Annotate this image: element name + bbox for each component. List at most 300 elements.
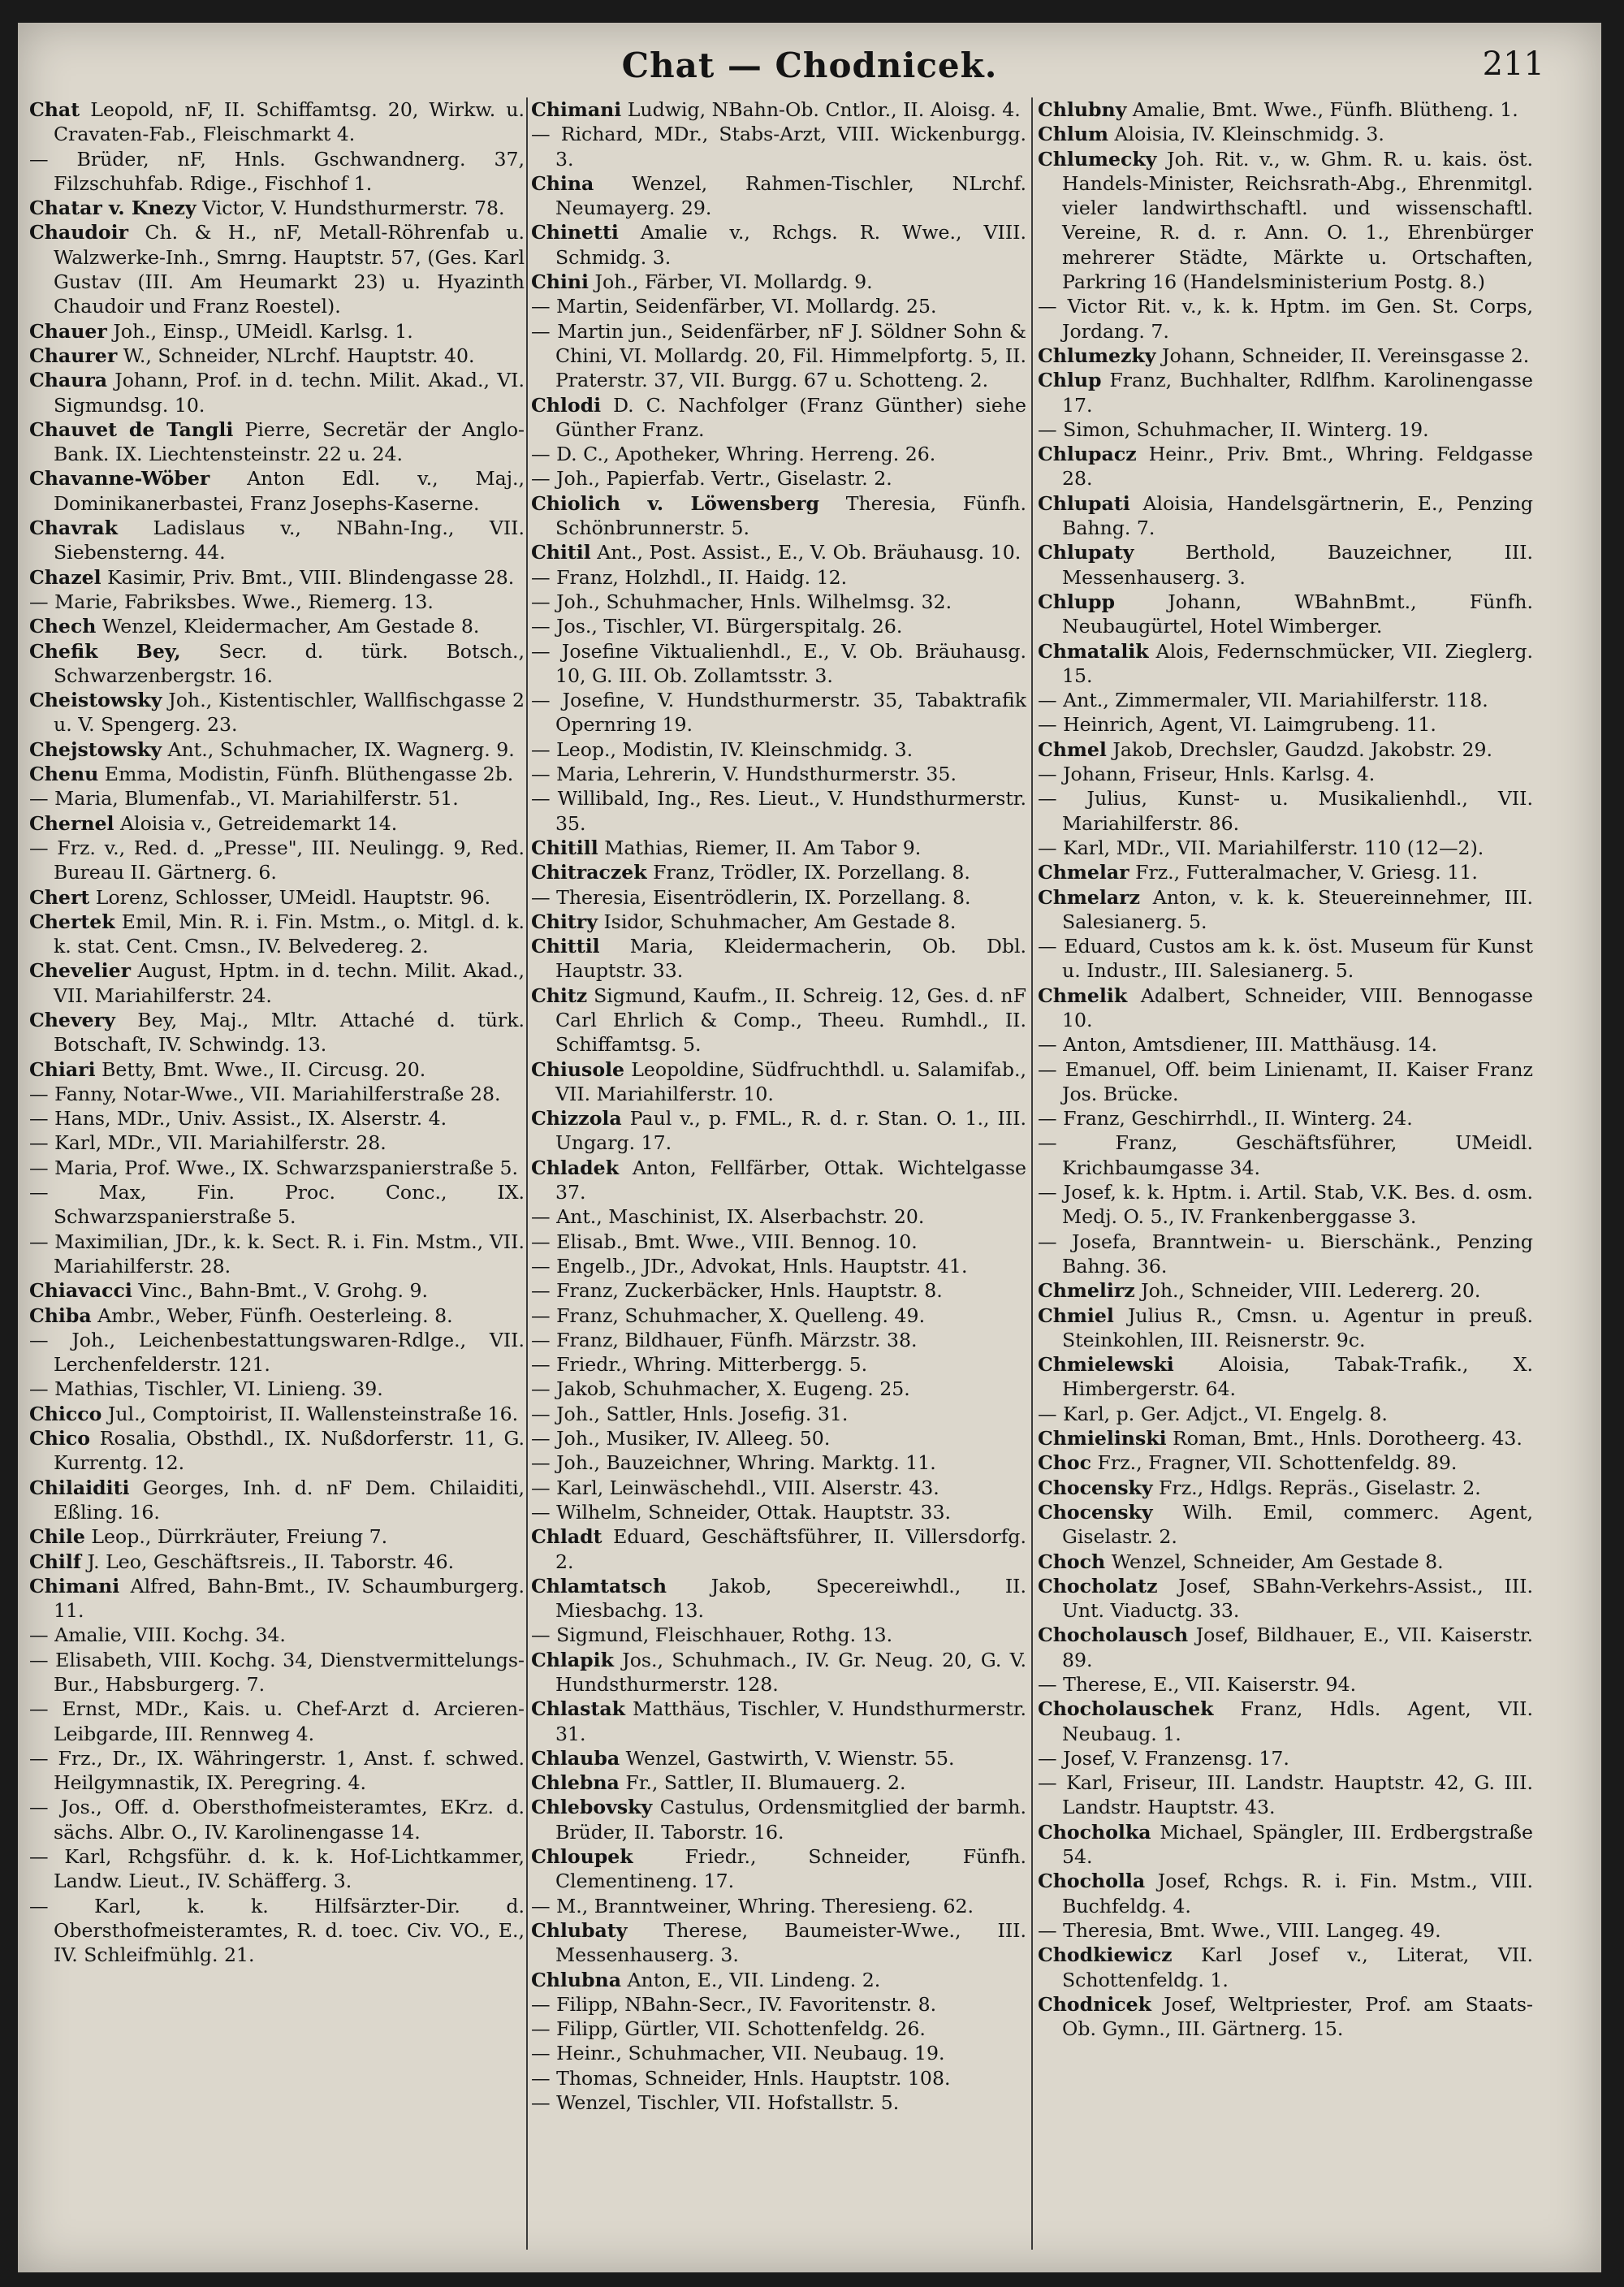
directory-entry <box>29 565 525 590</box>
entry-details: Ladislaus v., NBahn-Ing., VII. Siebensterng. 44. <box>54 517 525 564</box>
directory-entry <box>29 1795 525 1844</box>
entry-surname: Chicco <box>29 1402 102 1425</box>
directory-entry <box>29 1746 525 1796</box>
entry-details: Joh., Färber, VI. Mollardg. 9. <box>594 270 873 294</box>
entry-details: Johann, WBahnBmt., Fünfh. Neubaugürtel, Hotel Wimberger. <box>1062 590 1533 638</box>
directory-entry <box>29 737 525 762</box>
entry-details: Emma, Modistin, Fünfh. Blüthengasse 2b. <box>104 763 514 786</box>
entry-surname: Chocholla <box>1038 1870 1146 1893</box>
directory-entry <box>1038 1574 1533 1623</box>
entry-surname: Chiusole <box>531 1057 625 1081</box>
directory-entry <box>1038 934 1533 984</box>
entry-details: — Friedr., Whring. Mitterbergg. 5. <box>531 1353 868 1377</box>
directory-entry <box>1038 1426 1533 1450</box>
directory-entry <box>1038 294 1533 344</box>
directory-entry <box>29 1574 525 1623</box>
directory-entry <box>531 1770 1026 1795</box>
entry-details: — Ant., Maschinist, IX. Alserbachstr. 20. <box>531 1205 925 1229</box>
entry-details: — Johann, Friseur, Hnls. Karlsg. 4. <box>1038 763 1376 786</box>
entry-details: — Heinrich, Agent, VI. Laimgrubeng. 11. <box>1038 713 1436 737</box>
directory-entry <box>1038 1623 1533 1672</box>
directory-entry <box>1038 1697 1533 1746</box>
entry-surname: Chitz <box>531 984 588 1007</box>
entry-surname: Chert <box>29 885 90 909</box>
entry-details: — Simon, Schuhmacher, II. Winterg. 19. <box>1038 417 1429 441</box>
directory-page <box>18 23 1601 2272</box>
directory-entry <box>531 220 1026 270</box>
entry-details: — Mathias, Tischler, VI. Linieng. 39. <box>29 1377 383 1401</box>
entry-surname: Chatar v. Knezy <box>29 197 197 220</box>
entry-surname: Chejstowsky <box>29 737 162 761</box>
entry-details: — Filipp, NBahn-Secr., IV. Favoritenstr. 8. <box>531 1992 937 2016</box>
entry-details: — Therese, E., VII. Kaiserstr. 94. <box>1038 1673 1357 1696</box>
entry-details: — Josef, V. Franzensg. 17. <box>1038 1746 1289 1770</box>
directory-entry <box>531 1746 1026 1770</box>
entry-details: Frz., Fragner, VII. Schottenfeldg. 89. <box>1097 1451 1458 1475</box>
entry-surname: Chlupacz <box>1038 443 1137 466</box>
directory-entry <box>531 1426 1026 1450</box>
entry-details: Ch. & H., nF, Metall-Röhrenfab u. Walzwerke-Inh., Smrng. Hauptstr. 57, (Ges. Karl Gustav (III. Am Heumarkt 23) u. Hyazinth Chaudoir und Franz Roestel). <box>54 221 525 318</box>
directory-entry <box>531 565 1026 590</box>
entry-details: Aloisia, IV. Kleinschmidg. 3. <box>1114 123 1384 146</box>
directory-entry <box>29 368 525 417</box>
directory-entry <box>1038 1869 1533 1918</box>
directory-entry <box>29 1131 525 1155</box>
directory-entry <box>29 1082 525 1106</box>
directory-entry <box>29 1106 525 1131</box>
entry-details: Isidor, Schuhmacher, Am Gestade 8. <box>603 910 957 933</box>
directory-entry <box>29 1057 525 1082</box>
directory-entry <box>531 1278 1026 1303</box>
entry-details: — Maria, Prof. Wwe., IX. Schwarzspanierstraße 5. <box>29 1156 518 1179</box>
directory-entry <box>1038 1032 1533 1057</box>
directory-entry <box>29 590 525 614</box>
entry-details: Victor, V. Hundsthurmerstr. 78. <box>202 197 505 220</box>
entry-details: — Marie, Fabriksbes. Wwe., Riemerg. 13. <box>29 590 434 613</box>
entry-surname: Chmatalik <box>1038 639 1149 663</box>
column-divider <box>1031 97 1033 2250</box>
page-number: 211 <box>1482 45 1544 83</box>
directory-entry <box>29 220 525 318</box>
directory-entry <box>531 1968 1026 1992</box>
entry-surname: Chavanne-Wöber <box>29 467 210 491</box>
directory-entry <box>29 344 525 368</box>
entry-surname: Chlebna <box>531 1771 620 1795</box>
entry-details: Franz, Hdls. Agent, VII. Neubaug. 1. <box>1062 1697 1533 1745</box>
directory-entry <box>531 2017 1026 2041</box>
entry-details: — Theresia, Bmt. Wwe., VIII. Langeg. 49. <box>1038 1918 1441 1942</box>
entry-surname: Chlupaty <box>1038 541 1134 564</box>
directory-entry <box>29 614 525 638</box>
entry-surname: Chocensky <box>1038 1500 1153 1524</box>
entry-surname: Chlapik <box>531 1648 614 1671</box>
column-3 <box>1038 97 1533 2258</box>
directory-entry <box>29 1278 525 1303</box>
directory-entry <box>531 2090 1026 2115</box>
entry-surname: Chmielewski <box>1038 1353 1174 1377</box>
entry-surname: Chmelirz <box>1038 1279 1135 1303</box>
entry-surname: Chmel <box>1038 737 1107 761</box>
entry-details: — Fanny, Notar-Wwe., VII. Mariahilferstraße 28. <box>29 1082 501 1105</box>
entry-details: — Leop., Modistin, IV. Kleinschmidg. 3. <box>531 737 914 761</box>
entry-details: Anton, Fellfärber, Ottak. Wichtelgasse 37. <box>555 1156 1026 1204</box>
entry-surname: Chocensky <box>1038 1476 1153 1499</box>
entry-details: — Jos., Tischler, VI. Bürgerspitalg. 26. <box>531 615 903 638</box>
directory-entry <box>29 1156 525 1180</box>
entry-details: — Joh., Musiker, IV. Alleeg. 50. <box>531 1427 831 1450</box>
entry-surname: Chmiel <box>1038 1303 1114 1327</box>
entry-surname: Chlebovsky <box>531 1796 653 1819</box>
entry-details: — Emanuel, Off. beim Linienamt, II. Kaiser Franz Jos. Brücke. <box>1038 1057 1533 1105</box>
directory-entry <box>1038 1402 1533 1426</box>
directory-entry <box>1038 97 1533 122</box>
entry-details: — Karl, MDr., VII. Mariahilferstr. 28. <box>29 1131 387 1155</box>
running-title: Chat — Chodnicek. <box>621 45 998 85</box>
entry-surname: Chat <box>29 98 80 121</box>
directory-entry <box>29 1402 525 1426</box>
directory-entry <box>1038 1180 1533 1230</box>
entry-details: Joh., Kistentischler, Wallfischgasse 2 u. V. Spengerg. 23. <box>54 689 525 737</box>
entry-surname: Chevelier <box>29 959 132 983</box>
entry-surname: Chaurer <box>29 344 118 367</box>
entry-surname: Chocholausch <box>1038 1623 1189 1647</box>
entry-details: — Franz, Bildhauer, Fünfh. Märzstr. 38. <box>531 1328 918 1351</box>
entry-details: — Maria, Lehrerin, V. Hundsthurmerstr. 35. <box>531 763 957 786</box>
entry-details: J. Leo, Geschäftsreis., II. Taborstr. 46. <box>87 1550 455 1573</box>
directory-entry <box>1038 1918 1533 1943</box>
entry-surname: Chittil <box>531 935 600 958</box>
entry-surname: Chile <box>29 1525 85 1549</box>
directory-entry <box>531 860 1026 884</box>
entry-surname: Chodnicek <box>1038 1992 1152 2016</box>
entry-details: — Joh., Bauzeichner, Whring. Marktg. 11. <box>531 1451 936 1475</box>
entry-details: Jakob, Drechsler, Gaudzd. Jakobstr. 29. <box>1112 737 1493 761</box>
entry-details: Anton Edl. v., Maj., Dominikanerbastei, Franz Josephs-Kaserne. <box>54 467 525 515</box>
directory-entry <box>29 1697 525 1746</box>
entry-details: — Joh., Sattler, Hnls. Josefig. 31. <box>531 1402 849 1425</box>
entry-details: — D. C., Apotheker, Whring. Herreng. 26. <box>531 443 936 466</box>
directory-entry <box>1038 688 1533 712</box>
entry-surname: Chocholka <box>1038 1820 1151 1844</box>
directory-entry <box>531 1574 1026 1623</box>
entry-surname: Chitil <box>531 541 591 564</box>
directory-entry <box>531 1500 1026 1524</box>
directory-entry <box>1038 344 1533 368</box>
directory-entry <box>1038 712 1533 737</box>
directory-entry <box>29 762 525 786</box>
entry-details: — Jakob, Schuhmacher, X. Eugeng. 25. <box>531 1377 910 1401</box>
entry-details: — Karl, Rchgsführ. d. k. k. Hof-Lichtkammer, Landw. Lieut., IV. Schäfferg. 3. <box>29 1845 525 1893</box>
entry-surname: Chilf <box>29 1550 82 1573</box>
directory-entry <box>531 836 1026 860</box>
entry-details: — Josefine, V. Hundsthurmerstr. 35, Tabaktrafik Opernring 19. <box>531 689 1026 737</box>
entry-details: — Maria, Blumenfab., VI. Mariahilferstr. 51. <box>29 787 459 811</box>
entry-details: — Josef, k. k. Hptm. i. Artil. Stab, V.K. Bes. d. osm. Medj. O. 5., IV. Frankenberggasse 3. <box>1038 1181 1533 1229</box>
directory-entry <box>29 147 525 197</box>
entry-details: Georges, Inh. d. nF Dem. Chilaiditi, Eßling. 16. <box>54 1476 525 1524</box>
directory-entry <box>1038 836 1533 860</box>
entry-surname: Chinetti <box>531 221 619 244</box>
directory-entry <box>29 1648 525 1697</box>
entry-details: — Frz., Dr., IX. Währingerstr. 1, Anst. f. schwed. Heilgymnastik, IX. Peregring. 4. <box>29 1746 525 1795</box>
entry-details: — Victor Rit. v., k. k. Hptm. im Gen. St. Corps, Jordang. 7. <box>1038 295 1533 343</box>
directory-entry <box>1038 1820 1533 1870</box>
entry-surname: Chiari <box>29 1057 96 1081</box>
directory-entry <box>531 294 1026 318</box>
directory-entry <box>29 1844 525 1894</box>
directory-entry <box>1038 1057 1533 1107</box>
entry-details: Karl Josef v., Literat, VII. Schottenfeldg. 1. <box>1062 1943 1533 1991</box>
entry-details: Josef, Rchgs. R. i. Fin. Mstm., VIII. Buchfeldg. 4. <box>1062 1870 1533 1917</box>
entry-details: — Julius, Kunst- u. Musikalienhdl., VII. Mariahilferstr. 86. <box>1038 787 1533 835</box>
entry-details: — Josefa, Branntwein- u. Bierschänk., Penzing Bahng. 36. <box>1038 1230 1533 1278</box>
directory-entry <box>29 688 525 737</box>
directory-entry <box>1038 491 1533 541</box>
entry-details: — Martin jun., Seidenfärber, nF J. Söldner Sohn & Chini, VI. Mollardg. 20, Fil. Himmelpfortg. 5, II. Praterstr. 37, VII. Burgg. 67 u. Schotteng. 2. <box>531 319 1026 392</box>
directory-entry <box>29 196 525 220</box>
entry-details: Berthold, Bauzeichner, III. Messenhauserg. 3. <box>1062 541 1533 589</box>
entry-surname: Chlum <box>1038 123 1109 146</box>
entry-details: Joh., Einsp., UMeidl. Karlsg. 1. <box>113 319 413 343</box>
column-1 <box>29 97 525 2258</box>
entry-surname: Chenu <box>29 763 99 786</box>
entry-details: Anton, v. k. k. Steuereinnehmer, III. Salesianerg. 5. <box>1062 885 1533 933</box>
entry-details: — Ernst, MDr., Kais. u. Chef-Arzt d. Arcieren-Leibgarde, III. Rennweg 4. <box>29 1697 525 1745</box>
entry-details: Jakob, Specereiwhdl., II. Miesbachg. 13. <box>555 1574 1026 1623</box>
entry-details: — Wilhelm, Schneider, Ottak. Hauptstr. 33. <box>531 1500 952 1524</box>
entry-details: Emil, Min. R. i. Fin. Mstm., o. Mitgl. d. k. k. stat. Cent. Cmsn., IV. Belvedereg. 2. <box>54 910 525 958</box>
entry-details: Theresia, Fünfh. Schönbrunnerstr. 5. <box>555 491 1026 540</box>
entry-details: — Eduard, Custos am k. k. öst. Museum für Kunst u. Industr., III. Salesianerg. 5. <box>1038 935 1533 983</box>
entry-details: Josef, Weltpriester, Prof. am Staats-Ob. Gymn., III. Gärtnerg. 15. <box>1062 1992 1533 2041</box>
entry-details: — Frz. v., Red. d. „Presse", III. Neulingg. 9, Red. Bureau II. Gärtnerg. 6. <box>29 836 525 884</box>
entry-details: Aloisia v., Getreidemarkt 14. <box>120 811 398 835</box>
entry-details: — Anton, Amtsdiener, III. Matthäusg. 14. <box>1038 1033 1438 1057</box>
directory-entry <box>531 1254 1026 1278</box>
directory-entry <box>531 786 1026 836</box>
entry-details: — Theresia, Eisentrödlerin, IX. Porzellang. 8. <box>531 885 971 909</box>
directory-entry <box>531 1992 1026 2017</box>
entry-surname: Chmelik <box>1038 984 1128 1007</box>
entry-surname: Chlauba <box>531 1746 620 1770</box>
directory-entry <box>29 319 525 344</box>
entry-surname: Chlumezky <box>1038 344 1156 367</box>
entry-details: — Thomas, Schneider, Hnls. Hauptstr. 108. <box>531 2066 951 2090</box>
directory-entry <box>531 466 1026 491</box>
entry-details: — Martin, Seidenfärber, VI. Mollardg. 25. <box>531 295 937 318</box>
directory-entry <box>531 885 1026 910</box>
directory-entry <box>1038 639 1533 689</box>
directory-entry <box>29 1328 525 1377</box>
entry-surname: Chmelarz <box>1038 885 1140 909</box>
entry-details: — Joh., Schuhmacher, Hnls. Wilhelmsg. 32. <box>531 590 952 613</box>
directory-entry <box>1038 122 1533 146</box>
entry-details: — Willibald, Ing., Res. Lieut., V. Hundsthurmerstr. 35. <box>531 787 1026 835</box>
entry-surname: Chauvet de Tangli <box>29 417 234 441</box>
entry-details: Wenzel, Schneider, Am Gestade 8. <box>1111 1550 1444 1573</box>
entry-details: Maria, Kleidermacherin, Ob. Dbl. Hauptstr. 33. <box>555 935 1026 983</box>
directory-entry <box>1038 1303 1533 1353</box>
directory-entry <box>531 984 1026 1057</box>
entry-surname: Chiavacci <box>29 1279 132 1303</box>
entry-details: Anton, E., VII. Lindeng. 2. <box>627 1968 881 1991</box>
entry-surname: Cheistowsky <box>29 689 162 712</box>
entry-surname: Chiolich v. Löwensberg <box>531 491 820 515</box>
entry-surname: Chilaiditi <box>29 1476 130 1499</box>
entry-details: Adalbert, Schneider, VIII. Bennogasse 10. <box>1062 984 1533 1031</box>
entry-surname: Chodkiewicz <box>1038 1943 1173 1967</box>
directory-entry <box>531 1894 1026 1918</box>
entry-surname: Chico <box>29 1427 90 1450</box>
directory-entry <box>531 737 1026 762</box>
entry-details: — Karl, p. Ger. Adjct., VI. Engelg. 8. <box>1038 1402 1388 1425</box>
entry-surname: Chlupp <box>1038 590 1116 613</box>
directory-entry <box>29 417 525 467</box>
entry-details: Ludwig, NBahn-Ob. Cntlor., II. Aloisg. 4. <box>627 98 1021 121</box>
directory-entry <box>531 1918 1026 1968</box>
directory-entry <box>531 1476 1026 1500</box>
entry-details: Bey, Maj., Mltr. Attaché d. türk. Botschaft, IV. Schwindg. 13. <box>54 1008 525 1057</box>
entry-surname: Chlubna <box>531 1968 621 1991</box>
directory-entry <box>531 122 1026 171</box>
entry-details: — Franz, Geschirrhdl., II. Winterg. 24. <box>1038 1107 1413 1131</box>
entry-details: — Hans, MDr., Univ. Assist., IX. Alserstr. 4. <box>29 1107 447 1131</box>
column-divider <box>526 97 528 2250</box>
entry-details: Julius R., Cmsn. u. Agentur in preuß. Steinkohlen, III. Reisnerstr. 9c. <box>1062 1303 1533 1351</box>
directory-entry <box>531 171 1026 221</box>
directory-entry <box>531 1328 1026 1352</box>
directory-entry <box>1038 1476 1533 1500</box>
entry-surname: Chitill <box>531 836 598 859</box>
directory-entry <box>531 1697 1026 1746</box>
directory-entry <box>531 1156 1026 1205</box>
entry-details: Aloisia, Handelsgärtnerin, E., Penzing Bahng. 7. <box>1062 491 1533 540</box>
entry-surname: Chertek <box>29 910 115 933</box>
entry-details: Wenzel, Kleidermacher, Am Gestade 8. <box>102 615 480 638</box>
entry-details: Johann, Schneider, II. Vereinsgasse 2. <box>1161 344 1530 367</box>
entry-details: Secr. d. türk. Botsch., Schwarzenbergstr. 16. <box>54 639 525 687</box>
directory-entry <box>29 1377 525 1401</box>
entry-surname: Chlubaty <box>531 1918 628 1942</box>
directory-entry <box>531 1106 1026 1156</box>
directory-entry <box>1038 1746 1533 1770</box>
entry-surname: Chimani <box>531 98 622 121</box>
directory-entry <box>29 466 525 516</box>
entry-details: — Richard, MDr., Stabs-Arzt, VIII. Wickenburgg. 3. <box>531 123 1026 171</box>
directory-entry <box>531 393 1026 443</box>
entry-details: — Jos., Off. d. Obersthofmeisteramtes, EKrz. d. sächs. Albr. O., IV. Karolinengasse 14. <box>29 1796 525 1844</box>
directory-entry <box>531 614 1026 638</box>
directory-entry <box>531 1204 1026 1229</box>
entry-surname: Chladt <box>531 1525 603 1549</box>
directory-entry <box>29 1894 525 1968</box>
directory-entry <box>1038 147 1533 295</box>
directory-entry <box>1038 1500 1533 1550</box>
directory-entry <box>531 1524 1026 1574</box>
directory-entry <box>531 762 1026 786</box>
column-2 <box>531 97 1026 2258</box>
directory-entry <box>531 2041 1026 2065</box>
entry-surname: Chlastak <box>531 1697 625 1721</box>
entry-details: Alois, Federnschmücker, VII. Zieglerg. 15. <box>1062 639 1533 687</box>
directory-entry <box>1038 984 1533 1033</box>
directory-entry <box>29 1008 525 1057</box>
entry-details: Jul., Comptoirist, II. Wallensteinstraße 16. <box>107 1402 519 1425</box>
entry-details: Pierre, Secretär der Anglo-Bank. IX. Liechtensteinstr. 22 u. 24. <box>54 417 525 466</box>
directory-entry <box>1038 786 1533 836</box>
entry-details: — Wenzel, Tischler, VII. Hofstallstr. 5. <box>531 2091 900 2115</box>
entry-surname: Chitry <box>531 910 598 933</box>
directory-entry <box>1038 442 1533 491</box>
directory-entry <box>29 786 525 811</box>
directory-entry <box>531 1844 1026 1894</box>
entry-surname: Chernel <box>29 811 114 835</box>
entry-details: Castulus, Ordensmitglied der barmh. Brüder, II. Taborstr. 16. <box>555 1796 1026 1844</box>
entry-details: Joh., Schneider, VIII. Ledererg. 20. <box>1141 1279 1481 1303</box>
entry-details: Leopold, nF, II. Schiffamtsg. 20, Wirkw. u. Cravaten-Fab., Fleischmarkt 4. <box>54 98 525 146</box>
entry-details: Vinc., Bahn-Bmt., V. Grohg. 9. <box>138 1279 428 1303</box>
directory-entry <box>1038 1352 1533 1402</box>
directory-entry <box>531 1795 1026 1844</box>
directory-entry <box>1038 1450 1533 1475</box>
entry-details: Wilh. Emil, commerc. Agent, Giselastr. 2. <box>1062 1500 1533 1549</box>
directory-entry <box>531 1648 1026 1697</box>
directory-entry <box>29 1303 525 1328</box>
directory-entry <box>531 2066 1026 2090</box>
directory-entry <box>531 442 1026 466</box>
entry-surname: Choc <box>1038 1451 1092 1475</box>
entry-details: — Franz, Holzhdl., II. Haidg. 12. <box>531 565 848 589</box>
directory-entry <box>531 1303 1026 1328</box>
entry-surname: Chmelar <box>1038 861 1129 884</box>
directory-entry <box>1038 885 1533 935</box>
entry-details: — Sigmund, Fleischhauer, Rothg. 13. <box>531 1623 893 1647</box>
entry-details: August, Hptm. in d. techn. Milit. Akad., VII. Mariahilferstr. 24. <box>54 959 525 1007</box>
directory-entry <box>29 97 525 147</box>
entry-details: Johann, Prof. in d. techn. Milit. Akad., VI. Sigmundsg. 10. <box>54 369 525 417</box>
entry-details: Mathias, Riemer, II. Am Tabor 9. <box>604 836 922 859</box>
entry-details: Josef, SBahn-Verkehrs-Assist., III. Unt. Viaductg. 33. <box>1062 1574 1533 1623</box>
directory-entry <box>1038 590 1533 639</box>
directory-entry <box>29 1230 525 1279</box>
entry-details: Paul v., p. FML., R. d. r. Stan. O. 1., III. Ungarg. 17. <box>555 1107 1026 1155</box>
directory-entry <box>531 319 1026 393</box>
entry-details: Michael, Spängler, III. Erdbergstraße 54. <box>1062 1820 1533 1869</box>
page-header <box>18 45 1601 94</box>
directory-entry <box>531 910 1026 934</box>
directory-entry <box>531 688 1026 737</box>
entry-details: Lorenz, Schlosser, UMeidl. Hauptstr. 96. <box>95 885 491 909</box>
entry-surname: Chizzola <box>531 1107 622 1131</box>
entry-surname: Chlupati <box>1038 491 1130 515</box>
entry-surname: Chiba <box>29 1303 92 1327</box>
directory-entry <box>29 639 525 689</box>
directory-entry <box>1038 737 1533 762</box>
entry-details: Wenzel, Gastwirth, V. Wienstr. 55. <box>625 1746 955 1770</box>
entry-surname: Chocholatz <box>1038 1574 1158 1597</box>
entry-details: Franz, Trödler, IX. Porzellang. 8. <box>653 861 970 884</box>
entry-details: — Elisab., Bmt. Wwe., VIII. Bennog. 10. <box>531 1230 918 1253</box>
entry-details: Amalie v., Rchgs. R. Wwe., VIII. Schmidg. 3. <box>555 221 1026 269</box>
directory-entry <box>29 1180 525 1230</box>
directory-entry <box>29 811 525 836</box>
entry-details: — M., Branntweiner, Whring. Theresieng. 62. <box>531 1894 974 1917</box>
entry-details: Ant., Schuhmacher, IX. Wagnerg. 9. <box>167 737 515 761</box>
entry-details: — Max, Fin. Proc. Conc., IX. Schwarzspanierstraße 5. <box>29 1181 525 1229</box>
entry-details: — Joh., Leichenbestattungswaren-Rdlge., VII. Lerchenfelderstr. 121. <box>29 1328 525 1377</box>
directory-entry <box>1038 540 1533 590</box>
entry-details: — Elisabeth, VIII. Kochg. 34, Dienstvermittelungs-Bur., Habsburgerg. 7. <box>29 1648 525 1696</box>
